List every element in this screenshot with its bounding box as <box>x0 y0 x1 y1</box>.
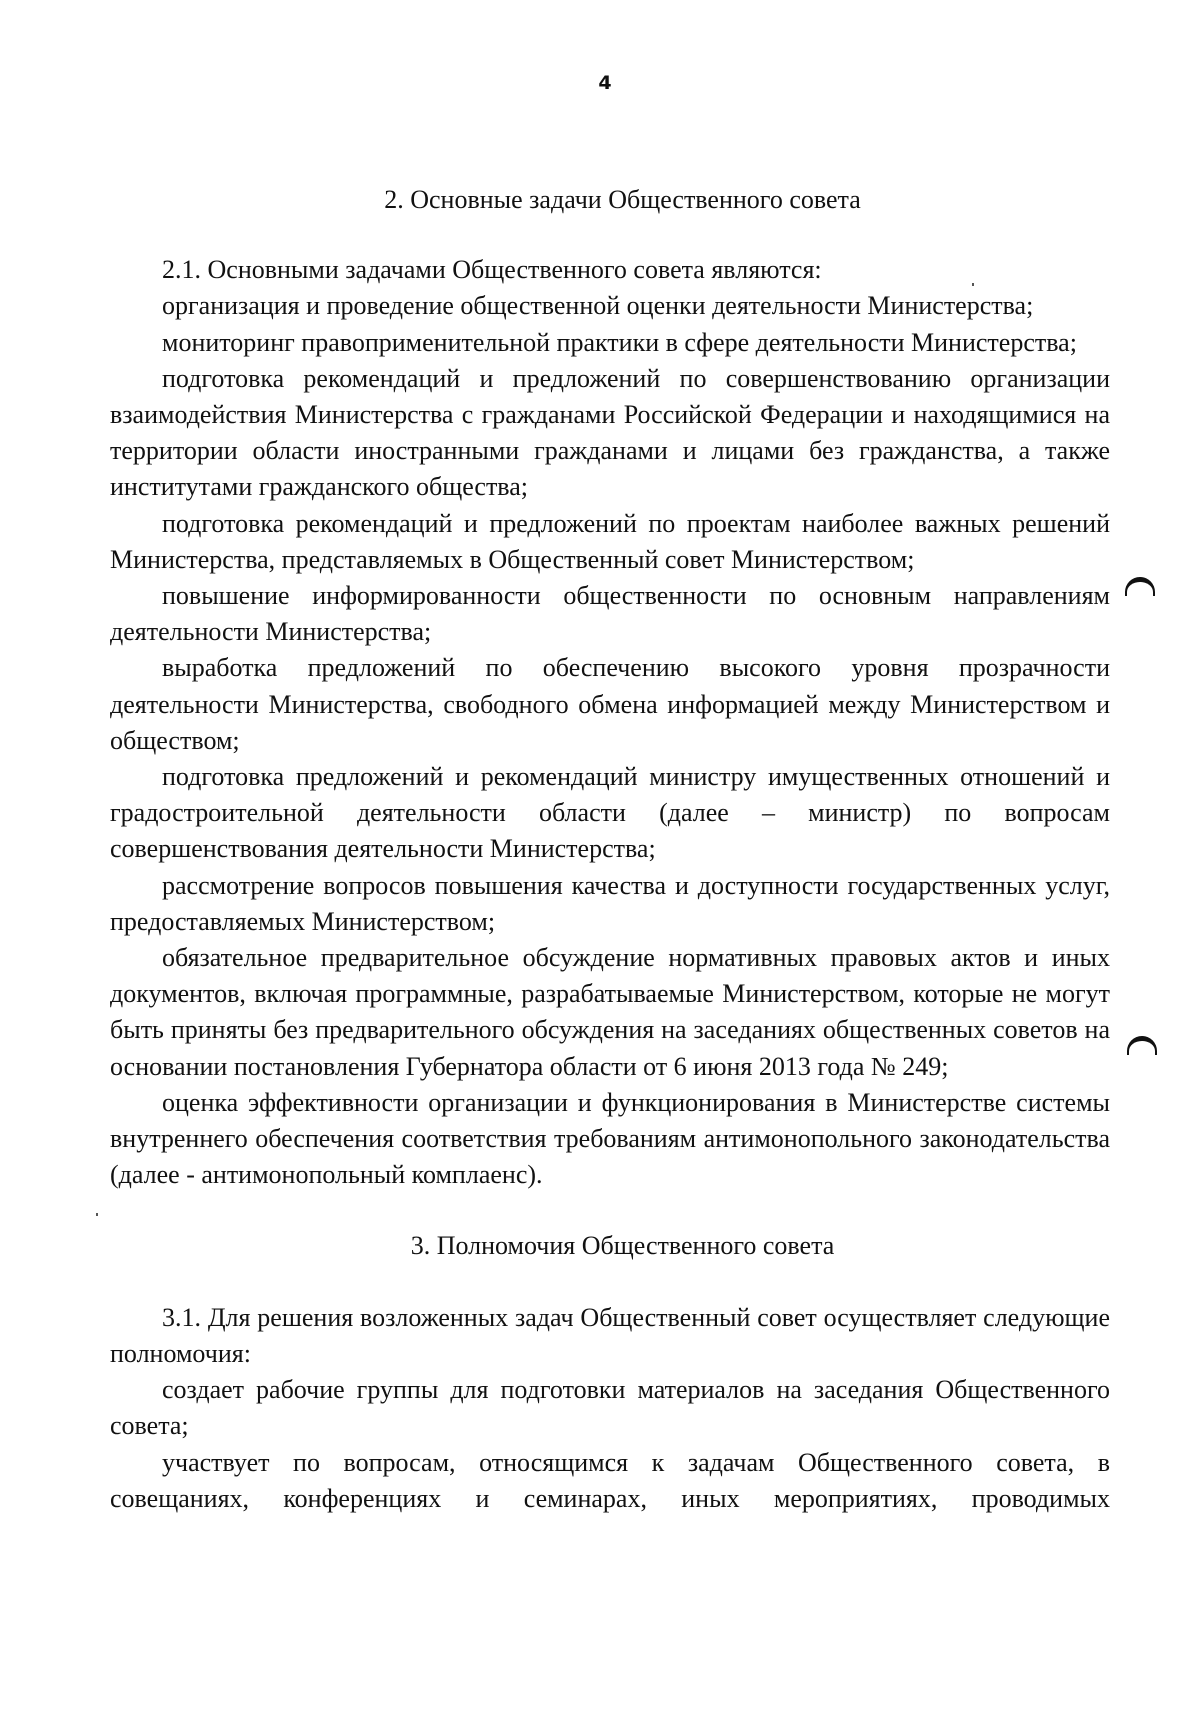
section-2-paragraph: 2.1. Основными задачами Общественного совета являются: <box>162 255 822 285</box>
section-2-paragraph: подготовка рекомендаций и предложений по проектам наиболее важных решений Министерства, представляемых в Общественный совет Министерством; <box>110 508 1110 574</box>
scan-speck <box>96 1213 98 1216</box>
section-3-paragraph: 3.1. Для решения возложенных задач Общественный совет осуществляет следующие полномочия: <box>110 1302 1110 1368</box>
page-number: 4 <box>598 72 612 94</box>
section-2-paragraph: рассмотрение вопросов повышения качества и доступности государственных услуг, предоставляемых Министерством; <box>110 870 1110 936</box>
section-2-paragraph: подготовка рекомендаций и предложений по совершенствованию организации взаимодействия Министерства с гражданами Российской Федерации и находящимися на территории области иностранными гражданами и лицами без гражданства, а также институтами гражданского общества; <box>110 363 1110 502</box>
section-2-paragraph: обязательное предварительное обсуждение нормативных правовых актов и иных документов, включая программные, разрабатываемые Министерством, которые не могут быть приняты без предварительного обсуждения на заседаниях общественных советов на основании постановления Губернатора области от 6 июня 2013 года № 249; <box>110 943 1110 1081</box>
section-2-paragraph: мониторинг правоприменительной практики в сфере деятельности Министерства; <box>162 327 1077 357</box>
section-2-paragraph: оценка эффективности организации и функционирования в Министерстве системы внутреннего обеспечения соответствия требованиям антимонопольного законодательства (далее - антимонопольный комплаенс). <box>110 1087 1110 1190</box>
section-3-paragraph: участвует по вопросам, относящимся к задачам Общественного совета, в совещаниях, конференциях и семинарах, иных мероприятиях, проводимых <box>110 1447 1110 1513</box>
staple-mark <box>1127 1036 1157 1055</box>
section-3-paragraph: создает рабочие группы для подготовки материалов на заседания Общественного совета; <box>110 1375 1110 1441</box>
document-body <box>110 182 1110 1517</box>
staple-mark <box>1125 577 1155 596</box>
scan-speck <box>972 283 974 286</box>
section-2-heading: 2. Основные задачи Общественного совета <box>384 185 861 214</box>
section-2-paragraph: подготовка предложений и рекомендаций министру имущественных отношений и градостроительной деятельности области (далее – министр) по вопросам совершенствования деятельности Министерства; <box>110 762 1110 864</box>
section-2-paragraph: организация и проведение общественной оценки деятельности Министерства; <box>162 291 1034 321</box>
section-2-paragraph: выработка предложений по обеспечению высокого уровня прозрачности деятельности Министерства, свободного обмена информацией между Министерством и обществом; <box>110 653 1110 755</box>
section-3-heading: 3. Полномочия Общественного совета <box>410 1231 835 1261</box>
section-2-paragraph: повышение информированности общественности по основным направлениям деятельности Министерства; <box>110 581 1110 647</box>
